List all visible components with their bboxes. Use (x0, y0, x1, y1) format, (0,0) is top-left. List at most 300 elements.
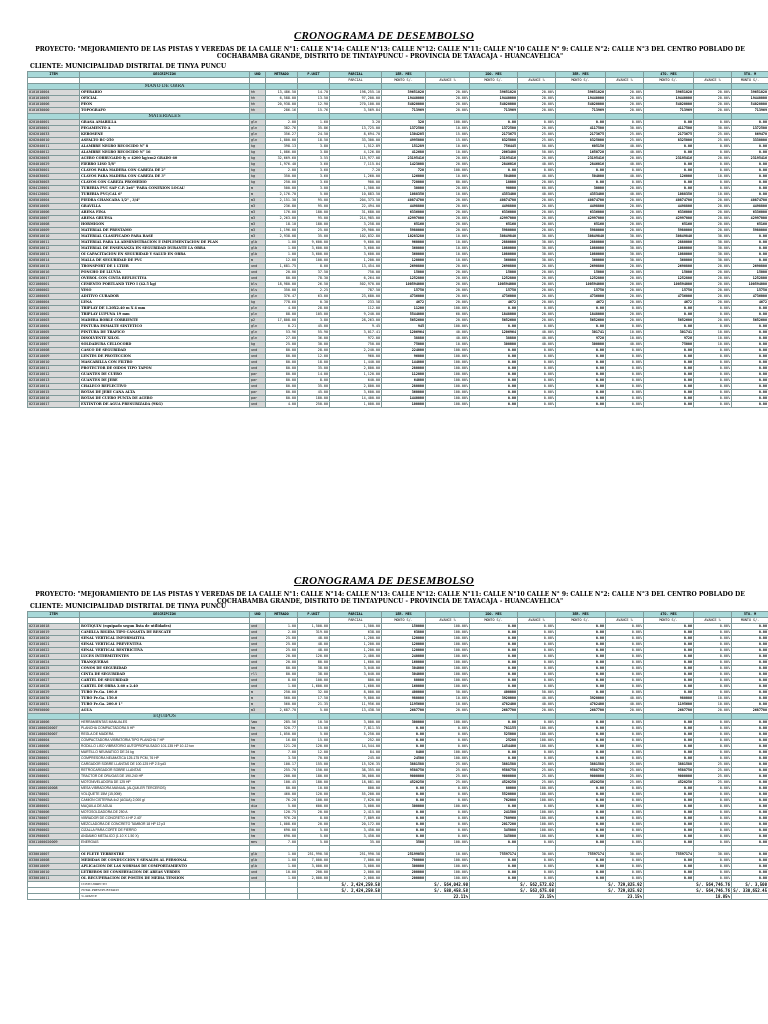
month-2-amount: 0.00 (470, 678, 518, 684)
month-1-amount: 0.00 (382, 822, 426, 828)
item-code: 0231010026 (28, 672, 80, 678)
month-4-amount: 30849840 (644, 234, 694, 240)
item-unit-price: 3.60 (298, 180, 330, 186)
month-4-amount: 19440000 (644, 96, 694, 102)
item-description: VOLQUETE 15M (15,00M) (80, 792, 250, 798)
item-code: 0301800001 (28, 804, 80, 810)
item-unit: bls (250, 282, 266, 288)
month-1-progress: 20.00% (426, 186, 470, 192)
month-4-progress: 20.00% (694, 264, 732, 270)
month-2-amount: 0.00 (470, 672, 518, 678)
month-1-amount: 713969 (382, 108, 426, 114)
item-code: 0204010029 (28, 162, 80, 168)
section-title: MANO DE OBRA (80, 84, 250, 90)
month-2-amount: 0.00 (470, 750, 518, 756)
month-1-progress: 100.00% (426, 654, 470, 660)
month-2-amount: 0.00 (470, 630, 518, 636)
month-1-amount: 23195416 (382, 156, 426, 162)
item-description: ASFALTO RC-250 (80, 138, 250, 144)
item-partial: 3,258.00 (330, 222, 382, 228)
month-5-amount: 0.00 (732, 330, 768, 336)
item-partial: 960.00 (330, 354, 382, 360)
month-4-amount: 0.00 (644, 804, 694, 810)
month-2-amount: 400000 (470, 690, 518, 696)
month-3-progress: 20.00% (606, 102, 644, 108)
month-1-amount: 200000 (382, 876, 426, 882)
item-unit-price: 120.00 (298, 792, 330, 798)
month-3-amount: 0.00 (556, 372, 606, 378)
month-2-amount: 1252800 (470, 276, 518, 282)
month-5-amount: 54020000 (732, 102, 768, 108)
item-unit: kg (250, 300, 266, 306)
month-2-amount: 504000 (470, 174, 518, 180)
item-code: 0205010015 (28, 264, 80, 270)
column-subheader: AVANCE % (518, 78, 556, 84)
item-quantity: 120.75 (266, 810, 298, 816)
item-quantity: 12.00 (266, 258, 298, 264)
month-4-amount: 0.00 (644, 180, 694, 186)
item-unit-price: 38.00 (298, 666, 330, 672)
item-unit-price: 21.35 (298, 702, 330, 708)
month-3-progress: 0.00% (606, 654, 644, 660)
item-quantity: 250.00 (266, 690, 298, 696)
column-header: DESCRIPCION (80, 72, 250, 78)
item-code: 0330010007 (28, 852, 80, 858)
month-3-progress: 0.00% (606, 690, 644, 696)
month-1-progress: 10.00% (426, 234, 470, 240)
month-5-amount: 65160 (732, 222, 768, 228)
column-subheader: MONTO S/. (470, 618, 518, 624)
item-unit: und (250, 264, 266, 270)
item-quantity: 255.70 (266, 768, 298, 774)
month-1-amount: 1195600 (382, 702, 426, 708)
item-description: TRIPLAY DE 1.20X2.40 m X 4 mm (80, 306, 250, 312)
month-1-amount: 80000 (382, 678, 426, 684)
item-quantity: 176.00 (266, 210, 298, 216)
month-3-progress: 0.00% (606, 684, 644, 690)
month-2-progress: 0.00% (518, 168, 556, 174)
item-code: 0239050000 (28, 708, 80, 714)
item-unit: und (250, 354, 266, 360)
item-description: OI CAPACITACION EN SEGURIDAD Y SALUD EN OBRA (80, 252, 250, 258)
month-1-amount: 3881588 (382, 762, 426, 768)
month-3-progress: 25.00% (606, 132, 644, 138)
month-5-amount: 0.00 (732, 240, 768, 246)
month-3-progress: 20.00% (606, 90, 644, 96)
month-3-progress: 20.00% (606, 216, 644, 222)
month-4-progress: 20.00% (694, 282, 732, 288)
month-5-amount: 0.00 (732, 654, 768, 660)
month-1-amount: 0.00 (382, 786, 426, 792)
item-unit-price: 25.00 (298, 228, 330, 234)
item-code: 0301900003 (28, 834, 80, 840)
month-4-amount: 1080000 (644, 246, 694, 252)
month-3-amount: 1252800 (556, 276, 606, 282)
month-3-progress: 0.00% (606, 306, 644, 312)
month-5-amount: 0.00 (732, 186, 768, 192)
month-3-amount: 2880000 (556, 240, 606, 246)
month-1-amount: 0.00 (382, 828, 426, 834)
column-header: 5TO. M (732, 72, 768, 78)
item-description: APLICACION DE LAS NORMAS DE COMPORTAMIENTO (80, 864, 250, 870)
month-3-progress: 0.00% (606, 630, 644, 636)
item-unit-price: 15.76 (298, 108, 330, 114)
month-3-progress: 20.00% (606, 204, 644, 210)
month-1-amount: 224000 (382, 348, 426, 354)
month-1-progress: 20.00% (426, 300, 470, 306)
item-unit-price: 63.00 (298, 294, 330, 300)
month-3-amount: 0.00 (556, 168, 606, 174)
month-3-amount: 0.00 (556, 720, 606, 726)
month-5-amount: 0.00 (732, 120, 768, 126)
item-quantity: 1,196.00 (266, 228, 298, 234)
month-4-progress: 0.00% (694, 366, 732, 372)
month-3-progress: 0.00% (606, 636, 644, 642)
month-4-amount: 0.00 (644, 732, 694, 738)
month-5-amount: 0.00 (732, 726, 768, 732)
month-1-amount: 720000 (382, 180, 426, 186)
item-partial: 3,450.00 (330, 834, 382, 840)
item-quantity: 18,980.00 (266, 282, 298, 288)
item-unit-price: 5.00 (298, 708, 330, 714)
item-code: 0301300001 (28, 756, 80, 762)
item-description: GRASA AMARILLA (80, 120, 250, 126)
month-1-progress: 10.00% (426, 342, 470, 348)
item-partial: 55,200.00 (330, 792, 382, 798)
month-3-progress: 30.00% (606, 126, 644, 132)
month-4-amount: 360000 (644, 258, 694, 264)
item-quantity: 25.00 (266, 636, 298, 642)
month-4-amount: 2173675 (644, 132, 694, 138)
month-2-progress: 40.00% (518, 174, 556, 180)
month-5-amount: 0.00 (732, 684, 768, 690)
month-4-progress: 0.00% (694, 384, 732, 390)
item-unit-price: 14.00 (298, 372, 330, 378)
month-3-amount: 3920000 (556, 696, 606, 702)
month-3-progress: 0.00% (606, 396, 644, 402)
month-2-amount: 2690800 (470, 264, 518, 270)
month-1-progress: 100.00% (426, 384, 470, 390)
month-4-progress: 30.00% (694, 126, 732, 132)
item-unit-price: 100.00 (298, 258, 330, 264)
item-partial: 3,600.00 (330, 390, 382, 396)
month-3-progress: 0.00% (606, 348, 644, 354)
item-quantity: 376.47 (266, 294, 298, 300)
item-partial: 18,081.00 (330, 780, 382, 786)
item-description: GUANTES DE CUERO (80, 372, 250, 378)
month-4-amount: 0.00 (644, 144, 694, 150)
item-unit-price: 3.60 (298, 168, 330, 174)
item-quantity: 2.00 (266, 630, 298, 636)
item-quantity: 121.20 (266, 744, 298, 750)
month-3-amount: 0.00 (556, 402, 606, 408)
month-2-amount: 0.00 (470, 876, 518, 882)
item-partial: 1,200.00 (330, 636, 382, 642)
month-5-amount: 0.00 (732, 354, 768, 360)
month-1-amount: 65160 (382, 222, 426, 228)
item-quantity: 80.00 (266, 366, 298, 372)
item-quantity: 286.16 (266, 108, 298, 114)
month-5-amount: 0.00 (732, 834, 768, 840)
month-3-amount: 0.00 (556, 732, 606, 738)
item-unit: m3 (250, 222, 266, 228)
month-2-amount: 2063400 (470, 150, 518, 156)
month-1-progress: 20.00% (426, 318, 470, 324)
month-5-amount: 15000 (732, 270, 768, 276)
month-3-amount: 0.00 (556, 384, 606, 390)
month-3-amount: 0.00 (556, 726, 606, 732)
item-description: FIERRO LISO 5/8" (80, 162, 250, 168)
month-3-progress: 0.00% (606, 858, 644, 864)
item-unit-price: 3.55 (298, 156, 330, 162)
month-3-amount: 0.00 (556, 828, 606, 834)
month-3-progress: 40.00% (606, 174, 644, 180)
item-code: 0205010014 (28, 258, 80, 264)
column-subheader: AVANCE % (426, 78, 470, 84)
item-quantity: 80.00 (266, 786, 298, 792)
summary-row-avance (28, 894, 768, 900)
item-unit: und (250, 384, 266, 390)
item-quantity: 2,263.00 (266, 216, 298, 222)
month-3-progress: 0.00% (606, 876, 644, 882)
month-4-amount: 2690800 (644, 264, 694, 270)
avance-spacer (732, 894, 768, 900)
month-4-amount: 0.00 (644, 720, 694, 726)
month-4-progress: 0.00% (694, 186, 732, 192)
disbursement-table (27, 71, 768, 408)
month-1-progress: 20.00% (426, 162, 470, 168)
month-5-amount: 0.00 (732, 822, 768, 828)
month-5-amount: 3330000 (732, 138, 768, 144)
month-3-amount: 2687700 (556, 708, 606, 714)
month-3-progress: 30.00% (606, 234, 644, 240)
month-2-progress: 0.00% (518, 306, 556, 312)
month-3-progress: 0.00% (606, 720, 644, 726)
month-4-amount: 0.00 (644, 678, 694, 684)
item-unit: und (250, 366, 266, 372)
item-code: 0231010012 (28, 372, 80, 378)
month-4-amount: 5652600 (644, 318, 694, 324)
month-2-amount: 0.00 (470, 324, 518, 330)
month-1-progress: 0.00% (426, 828, 470, 834)
column-header: 2DO. MES (470, 612, 518, 618)
month-4-progress: 20.00% (694, 210, 732, 216)
month-4-amount: 0.00 (644, 858, 694, 864)
item-unit-price: 2.25 (298, 288, 330, 294)
item-partial: 198,255.10 (330, 90, 382, 96)
item-description: MESA VIBRADORA MANUAL (ALQUILER TERCEROS) (80, 786, 250, 792)
item-code: 0231010031 (28, 702, 80, 708)
item-partial: 3,000.00 (330, 864, 382, 870)
item-description: CONOS DE SEGURIDAD (80, 666, 250, 672)
item-code: 0221000002 (28, 288, 80, 294)
item-partial: 972.00 (330, 336, 382, 342)
item-unit: und (250, 876, 266, 882)
item-unit-price: 120.00 (298, 744, 330, 750)
item-unit-price: 45.00 (298, 324, 330, 330)
month-4-amount: 0.00 (644, 726, 694, 732)
column-subheader: MONTO S/. (644, 618, 694, 624)
month-3-amount: 4736000 (556, 294, 606, 300)
month-2-amount: 781155 (470, 726, 518, 732)
month-1-progress: 100.00% (426, 876, 470, 882)
month-2-progress: 20.00% (518, 300, 556, 306)
month-4-amount: 0.00 (644, 360, 694, 366)
month-3-progress: 25.00% (606, 762, 644, 768)
month-4-amount: 75000 (644, 342, 694, 348)
item-description: SEÑAL VERTICAL INFORMATIVA (80, 636, 250, 642)
item-description: YESO (80, 288, 250, 294)
month-2-amount: 1080000 (470, 252, 518, 258)
month-1-progress: 20.00% (426, 276, 470, 282)
month-4-progress: 0.00% (694, 630, 732, 636)
month-1-progress: 0.00% (426, 834, 470, 840)
month-3-progress: 30.00% (606, 852, 644, 858)
month-4-amount: 15000 (644, 270, 694, 276)
month-5-amount: 0.00 (732, 858, 768, 864)
item-quantity: 1,800.00 (266, 138, 298, 144)
month-1-amount: 9588750 (382, 768, 426, 774)
month-5-amount: 0.00 (732, 144, 768, 150)
month-3-progress: 40.00% (606, 342, 644, 348)
item-description: LETREROS DE CONSERVACION DE AREAS VERDES (80, 870, 250, 876)
month-1-progress: 100.00% (426, 402, 470, 408)
month-1-progress: 0.00% (426, 816, 470, 822)
month-1-progress: 0.00% (426, 726, 470, 732)
item-partial: 3,569.84 (330, 108, 382, 114)
column-header: METRADO (266, 72, 298, 78)
month-4-progress: 0.00% (694, 750, 732, 756)
item-description: KEROSENE (80, 132, 250, 138)
month-4-progress: 0.00% (694, 666, 732, 672)
item-description: OFICIAL (80, 96, 250, 102)
item-partial: 2,000.00 (330, 876, 382, 882)
item-description: CLAVOS CON CABEZA PROMEDIO (80, 180, 250, 186)
month-1-amount: 4736000 (382, 294, 426, 300)
month-5-amount: 0.00 (732, 624, 768, 630)
month-5-amount: 1372500 (732, 126, 768, 132)
month-3-amount: 0.00 (556, 786, 606, 792)
month-3-amount: 19440000 (556, 96, 606, 102)
item-partial: 15,526.35 (330, 762, 382, 768)
item-quantity: 80.00 (266, 672, 298, 678)
item-partial: 2,800.00 (330, 366, 382, 372)
item-code: 0231010006 (28, 336, 80, 342)
month-4-progress: 0.00% (694, 144, 732, 150)
month-4-progress: 25.00% (694, 138, 732, 144)
month-2-amount: 40874700 (470, 198, 518, 204)
month-4-progress: 0.00% (694, 816, 732, 822)
item-unit: par (250, 372, 266, 378)
month-2-progress: 0.00% (518, 624, 556, 630)
month-1-amount: 4498800 (382, 204, 426, 210)
month-4-amount: 5980000 (644, 228, 694, 234)
month-5-amount: 40874700 (732, 198, 768, 204)
month-1-amount: 304000 (382, 672, 426, 678)
month-4-progress: 25.00% (694, 780, 732, 786)
month-4-amount: 8325000 (644, 138, 694, 144)
item-code: 0231010023 (28, 654, 80, 660)
month-3-amount: 1848000 (556, 312, 606, 318)
month-2-progress: 0.00% (518, 666, 556, 672)
month-2-progress: 0.00% (518, 864, 556, 870)
item-code: 0231010027 (28, 678, 80, 684)
item-description: TRIPLAY LUPUNA 19 mm (80, 312, 250, 318)
project-description-2: PROYECTO: "MEJORAMIENTO DE LAS PISTAS Y VEREDAS DE LA CALLE N°1: CALLE N°14: CALLE N°13: CALLE N°12: CALLE N°11: CALLE N°10 CALLE N° 9: CALLE N°2: CALLE N°3 DEL CENTRO POBLADO DE COCHABAMBA GRANDE, DISTRITO DE TINTAYPUNCU - PROVINCIA DE TAYACAJA - HUANCAVELICA" (35, 591, 745, 605)
item-description: MATERIAL CLASIFICADO PARA BASE (80, 234, 250, 240)
item-unit: glb (250, 240, 266, 246)
month-3-progress: 0.00% (606, 870, 644, 876)
column-header: DESCRIPCION (80, 612, 250, 618)
item-unit: und (250, 360, 266, 366)
month-3-progress: 0.00% (606, 402, 644, 408)
month-2-amount: 0.00 (470, 840, 518, 846)
month-1-progress: 20.00% (426, 228, 470, 234)
column-header: PARCIAL (330, 612, 382, 618)
month-4-amount: 1080000 (644, 252, 694, 258)
item-code: 0231010002 (28, 312, 80, 318)
month-1-amount: 280000 (382, 366, 426, 372)
month-4-progress: 25.00% (694, 768, 732, 774)
item-unit: hm (250, 828, 266, 834)
item-code: 0231010017 (28, 402, 80, 408)
item-unit-price: 200.00 (298, 870, 330, 876)
month-4-amount: 1088350 (644, 192, 694, 198)
month-1-amount: 1440000 (382, 396, 426, 402)
item-unit: und (250, 648, 266, 654)
item-unit-price: 35.00 (298, 234, 330, 240)
month-3-progress: 30.00% (606, 252, 644, 258)
item-partial: 10,883.50 (330, 192, 382, 198)
item-partial: 3,600.00 (330, 252, 382, 258)
month-3-amount: 0.00 (556, 648, 606, 654)
item-partial: 7,809.60 (330, 816, 382, 822)
month-5-amount: 0.00 (732, 324, 768, 330)
item-unit-price: 3.60 (298, 174, 330, 180)
item-description: TRANQUERAS (80, 660, 250, 666)
item-quantity: 398.13 (266, 144, 298, 150)
item-unit-price: 5.00 (298, 192, 330, 198)
month-5-amount: 0.00 (732, 786, 768, 792)
item-partial: 1,600.00 (330, 660, 382, 666)
month-1-amount: 5544000 (382, 312, 426, 318)
item-quantity: 4.00 (266, 306, 298, 312)
month-5-amount: 0.00 (732, 180, 768, 186)
item-partial: 13,438.50 (330, 708, 382, 714)
item-quantity: 1.00 (266, 852, 298, 858)
month-4-amount: 15750 (644, 288, 694, 294)
month-2-progress: 20.00% (518, 156, 556, 162)
item-unit-price: 95.00 (298, 216, 330, 222)
month-1-amount: 0.00 (382, 726, 426, 732)
month-2-progress: 100.00% (518, 816, 556, 822)
month-4-amount: 0.00 (644, 306, 694, 312)
item-partial: 640.00 (330, 378, 382, 384)
month-4-amount: 0.00 (644, 810, 694, 816)
item-code: 0202040011 (28, 144, 80, 150)
item-unit-price: 78.30 (298, 276, 330, 282)
column-subheader: MONTO S/. (644, 78, 694, 84)
item-unit-price: 26.50 (298, 282, 330, 288)
month-2-amount: 4782400 (470, 702, 518, 708)
item-partial: 1,512.89 (330, 144, 382, 150)
item-unit: und (250, 678, 266, 684)
column-header: 2DO. MES (470, 72, 518, 78)
month-5-amount: 0.00 (732, 378, 768, 384)
month-2-progress: 20.00% (518, 90, 556, 96)
month-3-amount: 39651020 (556, 90, 606, 96)
item-partial: 787.50 (330, 288, 382, 294)
